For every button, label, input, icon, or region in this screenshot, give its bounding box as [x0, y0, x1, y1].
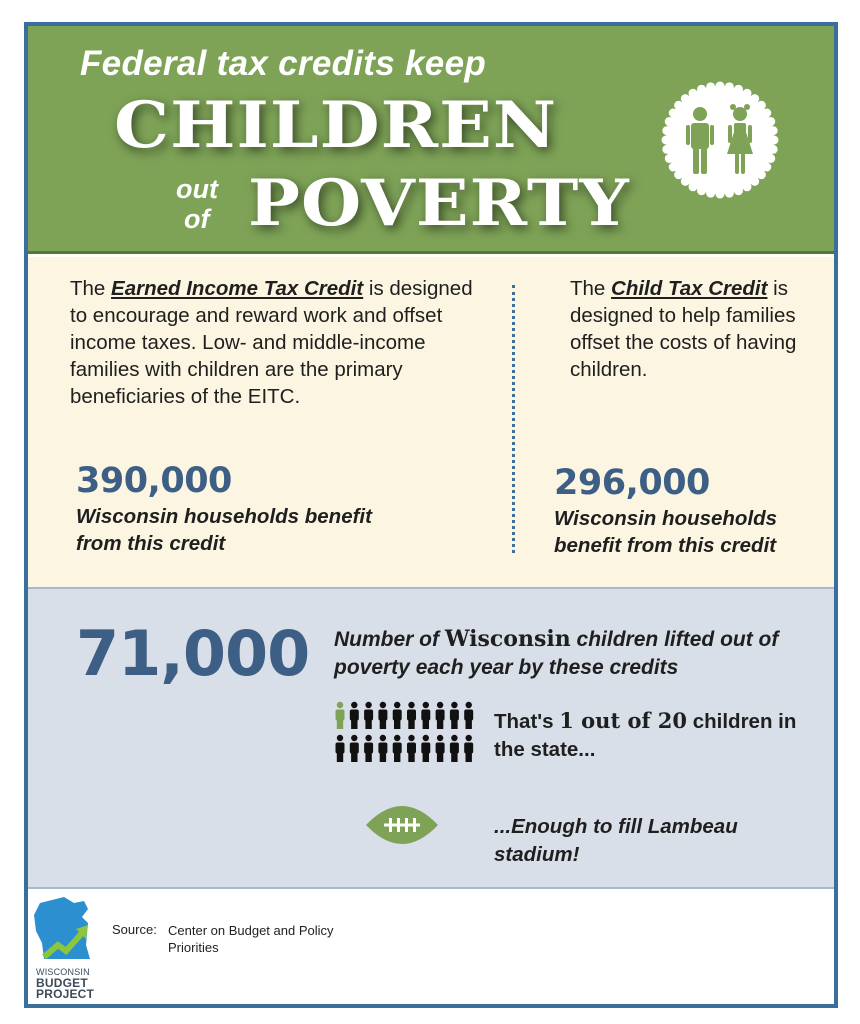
logo-line3: PROJECT [36, 987, 95, 1001]
logo-text [36, 967, 106, 1000]
person-figure [464, 735, 473, 762]
logo-line2: BUDGET [36, 976, 88, 990]
ratio-pre: That's [494, 710, 560, 733]
ctc-stat-label: Wisconsin households benefit from this credit [554, 507, 778, 557]
person-figure [378, 702, 387, 729]
footer [28, 889, 834, 1008]
impact-headline [334, 625, 814, 682]
header-subtitle: Federal tax credits keep [80, 44, 487, 83]
stadium-text: ...Enough to fill Lambeau stadium! [494, 815, 738, 866]
person-figure [421, 735, 430, 762]
ctc-name: Child Tax Credit [611, 277, 768, 300]
person-figure [464, 702, 473, 729]
person-figure [336, 702, 345, 729]
header-out: out [176, 174, 218, 204]
eitc-description [70, 275, 490, 410]
football-icon [362, 795, 442, 855]
person-figure [336, 735, 345, 762]
ctc-column [554, 275, 820, 557]
logo-line1: WISCONSIN [36, 967, 90, 977]
person-figure [350, 735, 359, 762]
person-figure [436, 702, 445, 729]
impact-section [28, 587, 834, 889]
credits-section [28, 257, 834, 587]
eitc-name: Earned Income Tax Credit [111, 277, 364, 300]
headline-state: Wisconsin [444, 626, 571, 652]
person-figure [436, 735, 445, 762]
headline-pre: Number of [334, 628, 445, 651]
children-lifted-stat: 71,000 [76, 617, 310, 690]
source-text: Center on Budget and Policy Priorities [168, 923, 334, 955]
infographic-frame [24, 22, 838, 1008]
eitc-prefix: The [70, 277, 112, 300]
person-figure [407, 702, 416, 729]
person-figure [364, 702, 373, 729]
source-label: Source: [112, 922, 157, 937]
person-figure [364, 735, 373, 762]
ctc-description [570, 275, 820, 383]
person-figure [393, 735, 402, 762]
ratio-post: children in the state... [494, 710, 797, 761]
person-figure [378, 735, 387, 762]
credits-divider [512, 285, 515, 553]
people-grid-icon [334, 701, 484, 765]
person-figure [393, 702, 402, 729]
ctc-suffix: is designed to help families offset the costs of having children. [570, 277, 797, 381]
eitc-suffix: is designed to encourage and reward work and offset income taxes. Low- and middle-income families with children are the primary beneficiaries of the EITC. [70, 277, 473, 408]
person-figure [350, 702, 359, 729]
ratio-highlight: 1 out of 20 [559, 708, 688, 733]
person-figure [450, 702, 459, 729]
ctc-prefix: The [570, 277, 612, 300]
person-figure [421, 702, 430, 729]
ratio-text [494, 707, 814, 764]
eitc-column [70, 275, 490, 555]
ctc-stat: 296,000 [554, 463, 710, 503]
header-banner [28, 26, 834, 254]
person-figure [407, 735, 416, 762]
boy-girl-icon [660, 80, 780, 200]
header-poverty: POVERTY [248, 166, 630, 241]
person-figure [450, 735, 459, 762]
header-of: of [184, 204, 210, 234]
eitc-stat-label: Wisconsin households benefit from this credit [76, 505, 372, 555]
headline-post: children lifted out of poverty each year by these credits [334, 628, 779, 679]
eitc-stat: 390,000 [76, 461, 232, 501]
header-children: CHILDREN [114, 88, 558, 163]
